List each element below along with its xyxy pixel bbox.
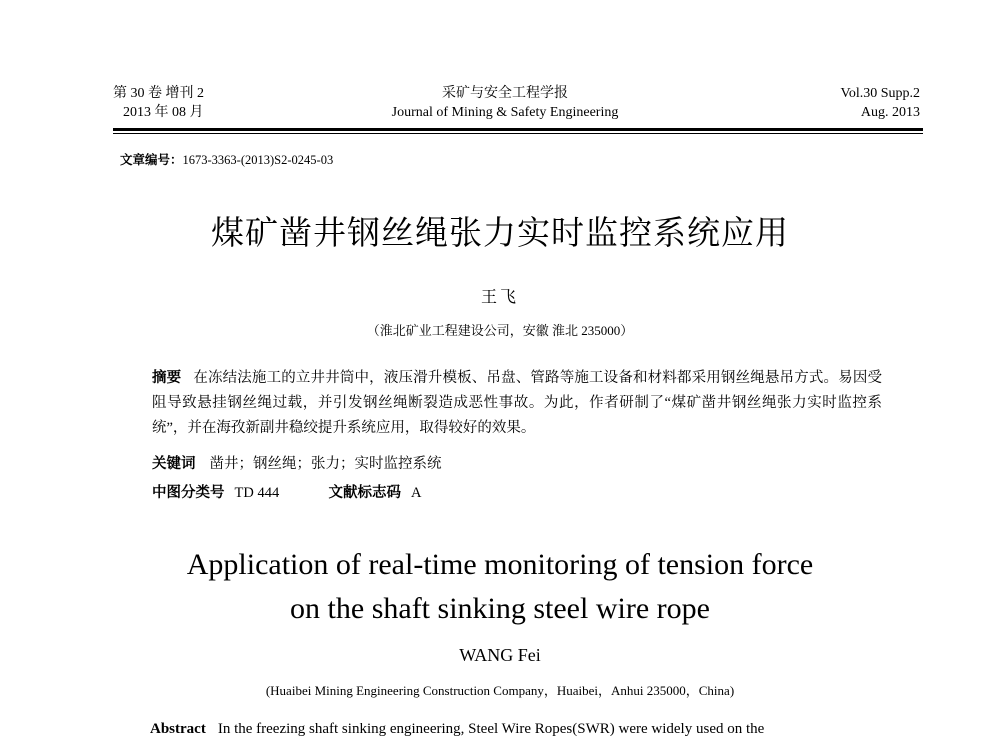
header-journal-cn: 采矿与安全工程学报 xyxy=(442,86,568,101)
abstract-en-label: Abstract xyxy=(150,721,206,737)
header-rule-thin xyxy=(113,133,923,134)
keywords-cn xyxy=(152,452,442,473)
header-center xyxy=(340,84,670,122)
classification-label: 中图分类号 xyxy=(152,485,225,501)
header-left xyxy=(113,84,273,122)
header-date-cn: 2013 年 08 月 xyxy=(123,105,204,120)
keywords-cn-text: 凿井；钢丝绳；张力；实时监控系统 xyxy=(209,456,442,472)
header-right xyxy=(780,84,920,122)
author-en: WANG Fei xyxy=(459,645,541,665)
classification-row xyxy=(152,481,421,502)
abstract-cn-label: 摘要 xyxy=(152,370,182,386)
abstract-en-text: In the freezing shaft sinking engineering, Steel Wire Ropes(SWR) were widely used on the xyxy=(217,721,765,737)
classification-value: TD 444 xyxy=(234,485,280,501)
affiliation-en: (Huaibei Mining Engineering Construction Company，Huaibei，Anhui 235000，China) xyxy=(265,683,735,698)
author-cn: 王飞 xyxy=(480,289,519,306)
title-en-line1: Application of real-time monitoring of tension force xyxy=(186,548,814,581)
affiliation-cn: （淮北矿业工程建设公司，安徽 淮北 235000） xyxy=(366,323,634,338)
document-code-label: 文献标志码 xyxy=(328,485,401,501)
article-number xyxy=(120,150,333,168)
abstract-en xyxy=(150,721,910,738)
header-date-en: Aug. 2013 xyxy=(860,105,920,120)
title-en-line2: on the shaft sinking steel wire rope xyxy=(290,592,710,625)
header-rule-thick xyxy=(113,128,923,131)
abstract-cn xyxy=(152,366,882,441)
header-volume-cn: 第 30 卷 增刊 2 xyxy=(113,86,204,101)
header-journal-en: Journal of Mining & Safety Engineering xyxy=(391,105,619,120)
article-number-label: 文章编号： xyxy=(120,152,183,167)
header-volume-en: Vol.30 Supp.2 xyxy=(840,86,920,101)
article-number-value: 1673-3363-(2013)S2-0245-03 xyxy=(182,153,334,167)
page-title-cn: 煤矿凿井钢丝绳张力实时监控系统应用 xyxy=(211,216,789,252)
keywords-cn-label: 关键词 xyxy=(152,456,196,472)
document-code-value: A xyxy=(411,485,422,501)
page-title-en xyxy=(0,543,1000,631)
abstract-cn-text: 在冻结法施工的立井井筒中，液压滑升模板、吊盘、管路等施工设备和材料都采用钢丝绳悬吊方式。易因受阻导致悬挂钢丝绳过载，并引发钢丝绳断裂造成恶性事故。为此，作者研制了“煤矿凿井钢丝绳张力实时监控系统”，并在海孜新副井稳绞提升系统应用，取得较好的效果。 xyxy=(152,370,882,436)
